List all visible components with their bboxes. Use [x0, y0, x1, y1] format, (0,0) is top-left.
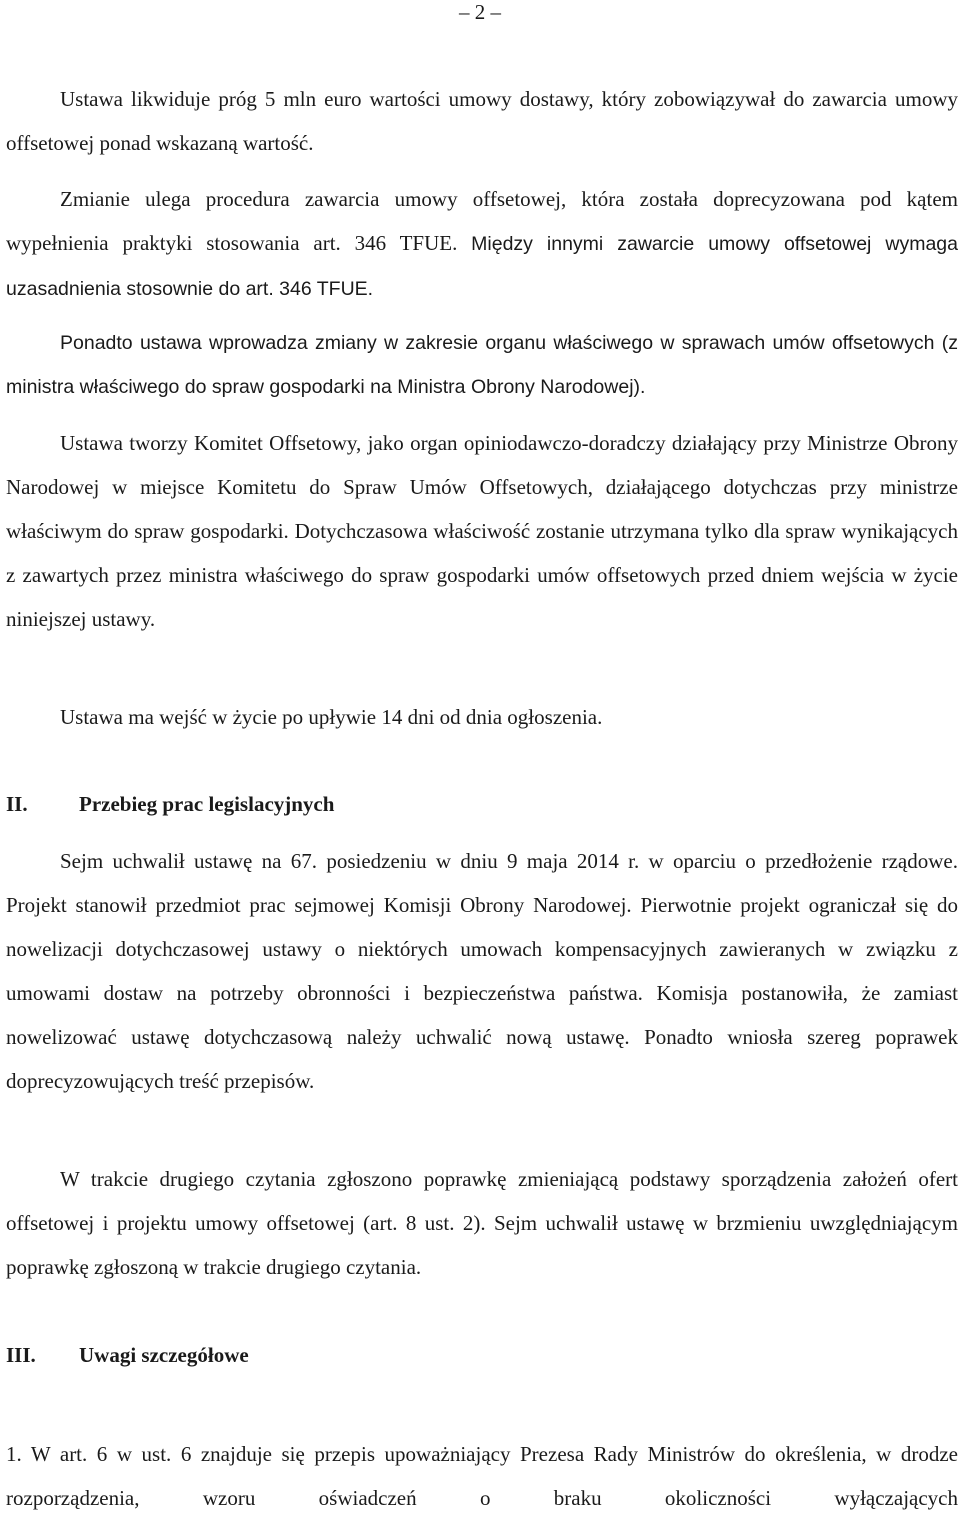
paragraph-procedura-part2: Między innymi zawarcie umowy offsetowej wymaga uzasadnienia stosownie do art. 346 TFUE.: [6, 233, 958, 300]
paragraph-art6-ust6: 1. W art. 6 w ust. 6 znajduje się przepis upoważniający Prezesa Rady Ministrów do określenia, w drodze rozporządzenia, wzoru oświadczeń o braku okoliczności wyłączających: [6, 1442, 958, 1510]
section-title: Przebieg prac legislacyjnych: [79, 792, 335, 816]
paragraph-procedura-part1: Zmianie ulega procedura zawarcia umowy offsetowej, która została doprecyzowana pod kątem wypełnienia praktyki stosowania art. 346 TFUE.: [6, 187, 958, 255]
paragraph-procedura: [6, 177, 958, 311]
paragraph-organ-wlasciwy: Ponadto ustawa wprowadza zmiany w zakresie organu właściwego w sprawach umów offsetowych (z ministra właściwego do spraw gospodarki na Ministra Obrony Narodowej).: [6, 332, 958, 398]
section-heading-uwagi: [6, 1340, 249, 1370]
paragraph-komitet-offsetowy: Ustawa tworzy Komitet Offsetowy, jako organ opiniodawczo-doradczy działający przy Ministrze Obrony Narodowej w miejsce Komitetu do Spraw Umów Offsetowych, działającego dotychczas przy ministrze właściwym do spraw gospodarki. Dotychczasowa właściwość zostanie utrzymana tylko dla spraw wynikających z zawartych przez ministra właściwego do spraw gospodarki umów offsetowych przed dniem wejścia w życie niniejszej ustawy.: [6, 431, 958, 631]
paragraph-sejm-uchwalil: Sejm uchwalił ustawę na 67. posiedzeniu w dniu 9 maja 2014 r. w oparciu o przedłożenie rządowe. Projekt stanowił przedmiot prac sejmowej Komisji Obrony Narodowej. Pierwotnie projekt ograniczał się do nowelizacji dotychczasowej ustawy o niektórych umowach kompensacyjnych zawieranych w związku z umowami dostaw na potrzeby obronności i bezpieczeństwa państwa. Komisja postanowiła, że zamiast nowelizować ustawę dotychczasową należy uchwalić nową ustawę. Ponadto wniosła szereg poprawek doprecyzowujących treść przepisów.: [6, 849, 958, 1093]
section-number: III.: [6, 1343, 36, 1367]
section-heading-przebieg: [6, 789, 334, 819]
paragraph-wejscie-w-zycie: Ustawa ma wejść w życie po upływie 14 dni od dnia ogłoszenia.: [60, 705, 603, 729]
paragraph-prog-likwidacja: Ustawa likwiduje próg 5 mln euro wartości umowy dostawy, który zobowiązywał do zawarcia umowy offsetowej ponad wskazaną wartość.: [6, 87, 958, 155]
section-number: II.: [6, 792, 28, 816]
page-number: – 2 –: [459, 0, 501, 24]
paragraph-drugie-czytanie: W trakcie drugiego czytania zgłoszono poprawkę zmieniającą podstawy sporządzenia założeń ofert offsetowej i projektu umowy offsetowej (art. 8 ust. 2). Sejm uchwalił ustawę w brzmieniu uwzględniającym poprawkę zgłoszoną w trakcie drugiego czytania.: [6, 1167, 958, 1279]
section-title: Uwagi szczegółowe: [79, 1343, 249, 1367]
